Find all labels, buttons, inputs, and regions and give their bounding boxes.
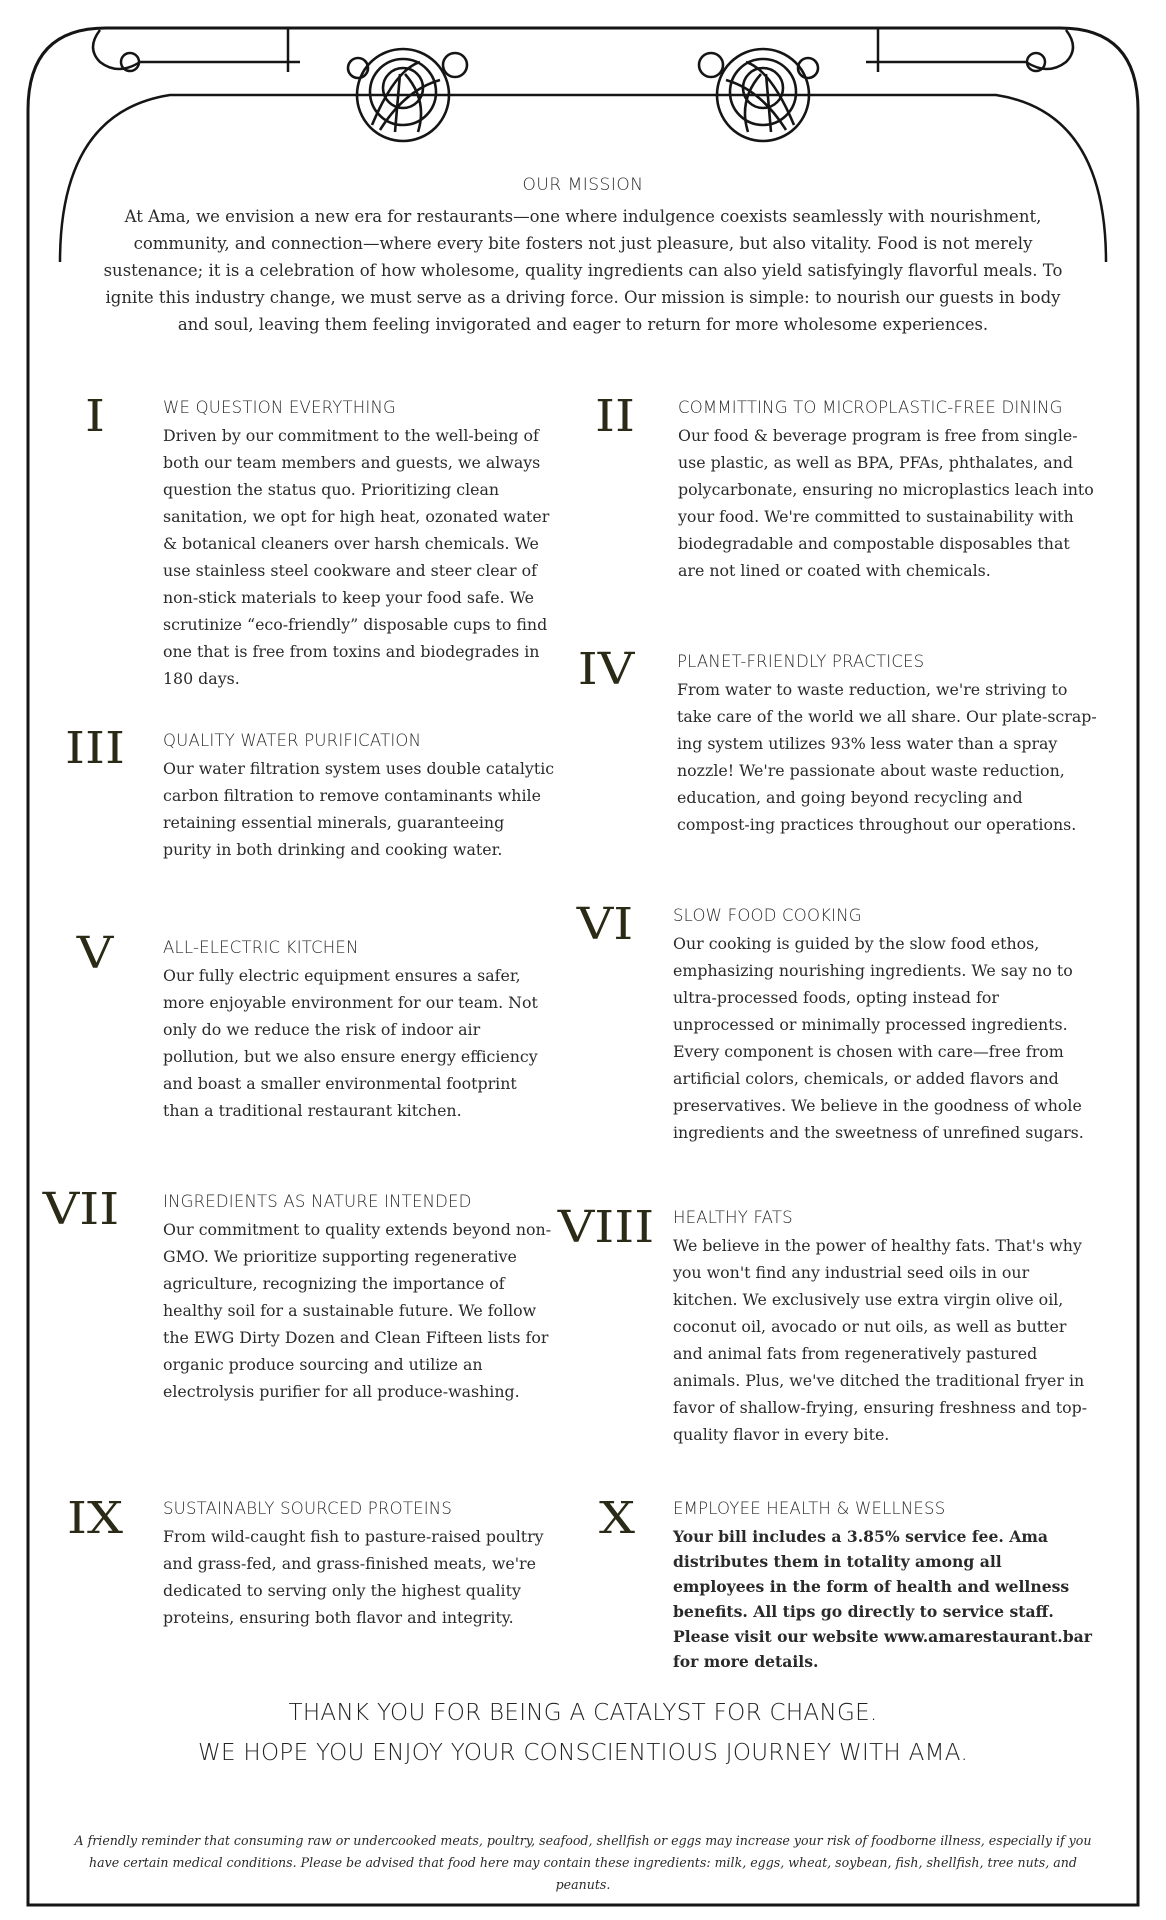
section-body: Our commitment to quality extends beyond non-GMO. We prioritize supporting regenerative agriculture, recognizing the importance of healthy soil for a sustainable future. We follow the EWG Dirty Dozen and Clean Fifteen lists for organic produce sourcing and utilize an electrolysis purifier for all produce-washing. (163, 1220, 552, 1401)
numeral: III (65, 723, 125, 774)
numeral: V (76, 928, 114, 979)
numeral: VI (576, 899, 634, 950)
numeral: II (595, 391, 635, 442)
section-body: From water to waste reduction, we're striving to take care of the world we all share. Our plate-scrap-ing system utilizes 93% less water than a spray nozzle! We're passionate about waste reduction, education, and going beyond recycling and compost-ing practices throughout our operations. (677, 680, 1097, 834)
numeral: IV (577, 644, 635, 695)
section-title: PLANET-FRIENDLY PRACTICES (677, 652, 925, 671)
section-title: COMMITTING TO MICROPLASTIC-FREE DINING (678, 398, 1063, 417)
section-title: HEALTHY FATS (673, 1208, 793, 1227)
section-title: SUSTAINABLY SOURCED PROTEINS (163, 1499, 453, 1518)
section-title: WE QUESTION EVERYTHING (163, 398, 396, 417)
mission-title: OUR MISSION (522, 175, 644, 195)
section-title: INGREDIENTS AS NATURE INTENDED (163, 1192, 472, 1211)
section-body: Our fully electric equipment ensures a safer, more enjoyable environment for our team. Not only do we reduce the risk of indoor air pollution, but we also ensure energy efficiency and boast a smaller environmental footprint than a traditional restaurant kitchen. (163, 966, 538, 1120)
section-body: We believe in the power of healthy fats. That's why you won't find any industrial seed oils in our kitchen. We exclusively use extra virgin olive oil, coconut oil, avocado or nut oils, as well as butter and animal fats from regeneratively pastured animals. Plus, we've ditched the traditional fryer in favor of shallow-frying, ensuring freshness and top-quality flavor in every bite. (673, 1236, 1088, 1444)
mission-body: At Ama, we envision a new era for restaurants—one where indulgence coexists seamlessly with nourishment, community, and connection—where every bite fosters not just pleasure, but also vitality. Food is not merely sustenance; it is a celebration of how wholesome, quality ingredients can also yield satisfyingly flavorful meals. To ignite this industry change, we must serve as a driving force. Our mission is simple: to nourish our guests in body and soul, leaving them feeling invigorated and eager to return for more wholesome experiences. (103, 207, 1063, 334)
section-body: Driven by our commitment to the well-being of both our team members and guests, we always question the status quo. Prioritizing clean sanitation, we opt for high heat, ozonated water & botanical cleaners over harsh chemicals. We use stainless steel cookware and steer clear of non-stick materials to keep your food safe. We scrutinize “eco-friendly” disposable cups to find one that is free from toxins and biodegrades in 180 days. (163, 426, 550, 688)
section-body: Your bill includes a 3.85% service fee. Ama distributes them in totality among all employees in the form of health and wellness benefits. All tips go directly to service staff. Please visit our website www.amarestaurant.bar for more details. (673, 1527, 1092, 1671)
numeral: X (598, 1493, 636, 1544)
section-title: ALL-ELECTRIC KITCHEN (163, 938, 359, 957)
section-body: Our water filtration system uses double catalytic carbon filtration to remove contaminants while retaining essential minerals, guaranteeing purity in both drinking and cooking water. (163, 759, 555, 859)
section-title: QUALITY WATER PURIFICATION (163, 731, 422, 750)
section-body: From wild-caught fish to pasture-raised poultry and grass-fed, and grass-finished meats, we're dedicated to serving only the highest quality proteins, ensuring both flavor and integrity. (163, 1527, 544, 1627)
closing-line-2: WE HOPE YOU ENJOY YOUR CONSCIENTIOUS JOURNEY WITH AMA. (197, 1740, 969, 1766)
section-body: Our cooking is guided by the slow food ethos, emphasizing nourishing ingredients. We say no to ultra-processed foods, opting instead for unprocessed or minimally processed ingredients. Every component is chosen with care—free from artificial colors, chemicals, or added flavors and preservatives. We believe in the goodness of whole ingredients and the sweetness of unrefined sugars. (673, 934, 1084, 1142)
numeral: VIII (557, 1202, 655, 1253)
closing-line-1: THANK YOU FOR BEING A CATALYST FOR CHANGE. (288, 1700, 878, 1726)
allergen-disclaimer: A friendly reminder that consuming raw or undercooked meats, poultry, seafood, shellfish or eggs may increase your risk of foodborne illness, especially if you have certain medical conditions. Please be advised that food here may contain these ingredients: milk, eggs, wheat, soybean, fish, shellfish, tree nuts, and peanuts. (74, 1833, 1092, 1892)
numeral: VII (42, 1184, 120, 1235)
section-body: Our food & beverage program is free from single-use plastic, as well as BPA, PFAs, phthalates, and polycarbonate, ensuring no microplastics leach into your food. We're committed to sustainability with biodegradable and compostable disposables that are not lined or coated with chemicals. (678, 426, 1094, 580)
section-title: SLOW FOOD COOKING (673, 906, 862, 925)
section-title: EMPLOYEE HEALTH & WELLNESS (673, 1499, 946, 1518)
numeral: I (84, 391, 105, 442)
numeral: IX (66, 1493, 124, 1544)
